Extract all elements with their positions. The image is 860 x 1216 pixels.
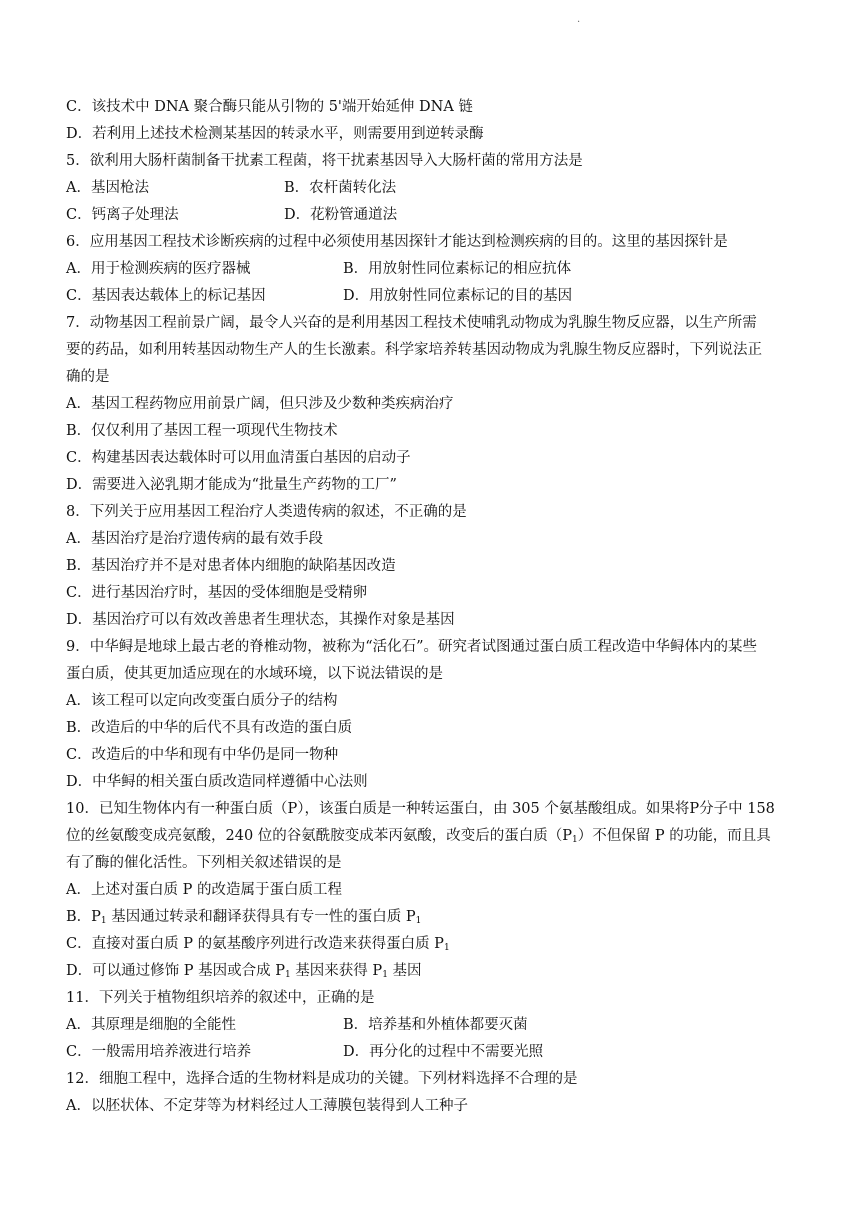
subscript: 1 — [443, 943, 450, 953]
subscript: 1 — [415, 916, 422, 926]
q10-option-d — [66, 961, 422, 985]
q10-option-d-part-1: D．可以通过修饰 P 基因或合成 P — [66, 963, 285, 979]
q10-option-d-part-3: 基因 — [387, 963, 422, 979]
q10-option-b-part-2: 基因通过转录和翻译获得具有专一性的蛋白质 P — [106, 909, 416, 925]
q7-option-a: A．基因工程药物应用前景广阔，但只涉及少数种类疾病治疗 — [66, 396, 454, 412]
q6-option-a: A．用于检测疾病的医疗器械 — [66, 261, 251, 277]
q7-stem-line-3: 确的是 — [66, 369, 110, 385]
q10-stem-line-2-part-1: 位的丝氨酸变成亮氨酸，240 位的谷氨酰胺变成苯丙氨酸，改变后的蛋白质（P — [66, 828, 573, 844]
subscript: 1 — [284, 970, 291, 980]
q7-stem-line-1: 7．动物基因工程前景广阔，最令人兴奋的是利用基因工程技术使哺乳动物成为乳腺生物反应器，以生产所需 — [66, 315, 757, 331]
q9-option-d: D．中华鲟的相关蛋白质改造同样遵循中心法则 — [66, 774, 368, 790]
q7-option-c: C．构建基因表达载体时可以用血清蛋白基因的启动子 — [66, 450, 411, 466]
q10-option-d-part-2: 基因来获得 P — [290, 963, 383, 979]
q5-stem: 5．欲利用大肠杆菌制备干扰素工程菌，将干扰素基因导入大肠杆菌的常用方法是 — [66, 153, 583, 169]
q9-option-c: C．改造后的中华和现有中华仍是同一物种 — [66, 747, 339, 763]
q11-option-c: C．一般需用培养液进行培养 — [66, 1044, 252, 1060]
q7-option-b: B．仅仅利用了基因工程一项现代生物技术 — [66, 423, 338, 439]
q10-option-b-part-1: B．P — [66, 909, 101, 925]
q8-option-b: B．基因治疗并不是对患者体内细胞的缺陷基因改造 — [66, 558, 396, 574]
subscript: 1 — [382, 970, 388, 980]
q11-option-b: B．培养基和外植体都要灭菌 — [343, 1017, 528, 1033]
header-dot: . — [577, 14, 581, 25]
q9-stem-line-1: 9．中华鲟是地球上最古老的脊椎动物，被称为“活化石”。研究者试图通过蛋白质工程改造中华鲟体内的某些 — [66, 639, 758, 655]
q5-option-d: D．花粉管通道法 — [284, 207, 398, 223]
q6-option-b: B．用放射性同位素标记的相应抗体 — [343, 261, 572, 277]
q10-stem-line-1: 10．已知生物体内有一种蛋白质（P），该蛋白质是一种转运蛋白，由 305 个氨基酸组成。如果将P分子中 158 — [66, 801, 775, 817]
q10-stem-line-2 — [66, 826, 771, 850]
q6-option-d: D．用放射性同位素标记的目的基因 — [343, 288, 573, 304]
q5-option-c: C．钙离子处理法 — [66, 207, 179, 223]
q9-stem-line-2: 蛋白质，使其更加适应现在的水域环境，以下说法错误的是 — [66, 666, 443, 682]
subscript: 1 — [100, 916, 107, 926]
subscript: 1 — [572, 835, 578, 845]
q10-stem-line-2-part-2: ）不但保留 P 的功能，而且具 — [577, 828, 771, 844]
q9-option-a: A．该工程可以定向改变蛋白质分子的结构 — [66, 693, 338, 709]
q10-stem-line-3: 有了酶的催化活性。下列相关叙述错误的是 — [66, 855, 342, 871]
q8-option-c: C．进行基因治疗时，基因的受体细胞是受精卵 — [66, 585, 368, 601]
q12-option-a: A．以胚状体、不定芽等为材料经过人工薄膜包装得到人工种子 — [66, 1098, 468, 1114]
q12-stem: 12．细胞工程中，选择合适的生物材料是成功的关键。下列材料选择不合理的是 — [66, 1071, 578, 1087]
q6-option-c: C．基因表达载体上的标记基因 — [66, 288, 266, 304]
q4-option-c: C．该技术中 DNA 聚合酶只能从引物的 5'端开始延伸 DNA 链 — [66, 99, 473, 115]
q8-option-d: D．基因治疗可以有效改善患者生理状态，其操作对象是基因 — [66, 612, 455, 628]
q5-option-a: A．基因枪法 — [66, 180, 149, 196]
q5-option-b: B．农杆菌转化法 — [284, 180, 397, 196]
q8-stem: 8．下列关于应用基因工程治疗人类遗传病的叙述，不正确的是 — [66, 504, 467, 520]
q6-stem: 6．应用基因工程技术诊断疾病的过程中必须使用基因探针才能达到检测疾病的目的。这里的基因探针是 — [66, 234, 728, 250]
q4-option-d: D．若利用上述技术检测某基因的转录水平，则需要用到逆转录酶 — [66, 126, 484, 142]
q9-option-b: B．改造后的中华的后代不具有改造的蛋白质 — [66, 720, 353, 736]
q11-option-d: D．再分化的过程中不需要光照 — [343, 1044, 544, 1060]
q10-option-b — [66, 907, 421, 931]
q7-stem-line-2: 要的药品，如利用转基因动物生产人的生长激素。科学家培养转基因动物成为乳腺生物反应器时，下列说法正 — [66, 342, 762, 358]
q7-option-d: D．需要进入泌乳期才能成为“批量生产药物的工厂” — [66, 477, 397, 493]
q10-option-c-part-1: C．直接对蛋白质 P 的氨基酸序列进行改造来获得蛋白质 P — [66, 936, 444, 952]
q8-option-a: A．基因治疗是治疗遗传病的最有效手段 — [66, 531, 323, 547]
q10-option-c — [66, 934, 450, 958]
q11-option-a: A．其原理是细胞的全能性 — [66, 1017, 236, 1033]
q10-option-a: A．上述对蛋白质 P 的改造属于蛋白质工程 — [66, 882, 342, 898]
q11-stem: 11．下列关于植物组织培养的叙述中，正确的是 — [66, 990, 375, 1006]
